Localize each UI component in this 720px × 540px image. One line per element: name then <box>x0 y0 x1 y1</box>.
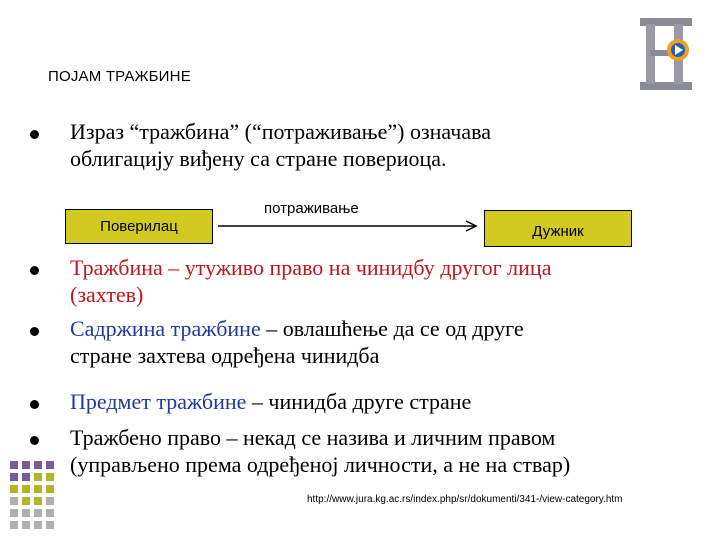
bullet-claim-right <box>70 424 570 478</box>
intro-text <box>70 118 491 172</box>
bullet-term: Тражбина <box>70 255 163 280</box>
bullet-term: Садржина тражбине <box>70 316 261 341</box>
debtor-label: Дужник <box>532 223 584 240</box>
bullet-definition: – некад се назива и личним правом <box>221 425 556 450</box>
bullet-dot <box>30 266 39 275</box>
claim-arrow-label: потраживање <box>264 200 359 217</box>
intro-line-2: облигацију виђену са стране повериоца. <box>70 146 447 171</box>
bullet-dot <box>30 130 39 139</box>
bullet-dot <box>30 436 39 445</box>
intro-line-1: Израз “тражбина” (“потраживање”) означава <box>70 119 491 144</box>
university-logo <box>636 14 696 94</box>
bullet-term: Тражбено право <box>70 425 221 450</box>
bullet-definition: – утуживо право на чинидбу другог лица <box>162 255 552 280</box>
bullet-line-2: (захтев) <box>70 282 144 307</box>
decorative-dots <box>10 461 54 537</box>
source-link[interactable]: http://www.jura.kg.ac.rs/index.php/sr/dokumenti/341-/view-category.htm <box>307 494 623 505</box>
bullet-claim-object <box>70 388 471 415</box>
bullet-claim-content <box>70 315 524 369</box>
creditor-box <box>65 209 213 244</box>
bullet-claim <box>70 254 551 308</box>
bullet-definition: – чинидба друге стране <box>246 389 472 414</box>
bullet-dot <box>30 327 39 336</box>
debtor-box <box>484 210 632 247</box>
bullet-dot <box>30 400 39 409</box>
bullet-line-2: (управљено према одређеној личности, а не на ствар) <box>70 452 571 477</box>
bullet-line-2: стране захтева одређена чинидба <box>70 343 380 368</box>
creditor-label: Поверилац <box>100 218 178 235</box>
right-arrow-icon <box>216 218 484 234</box>
bullet-definition: – овлашћење да се од друге <box>260 316 524 341</box>
slide-title: ПОЈАМ ТРАЖБИНЕ <box>48 68 191 85</box>
bullet-term: Предмет тражбине <box>70 389 247 414</box>
